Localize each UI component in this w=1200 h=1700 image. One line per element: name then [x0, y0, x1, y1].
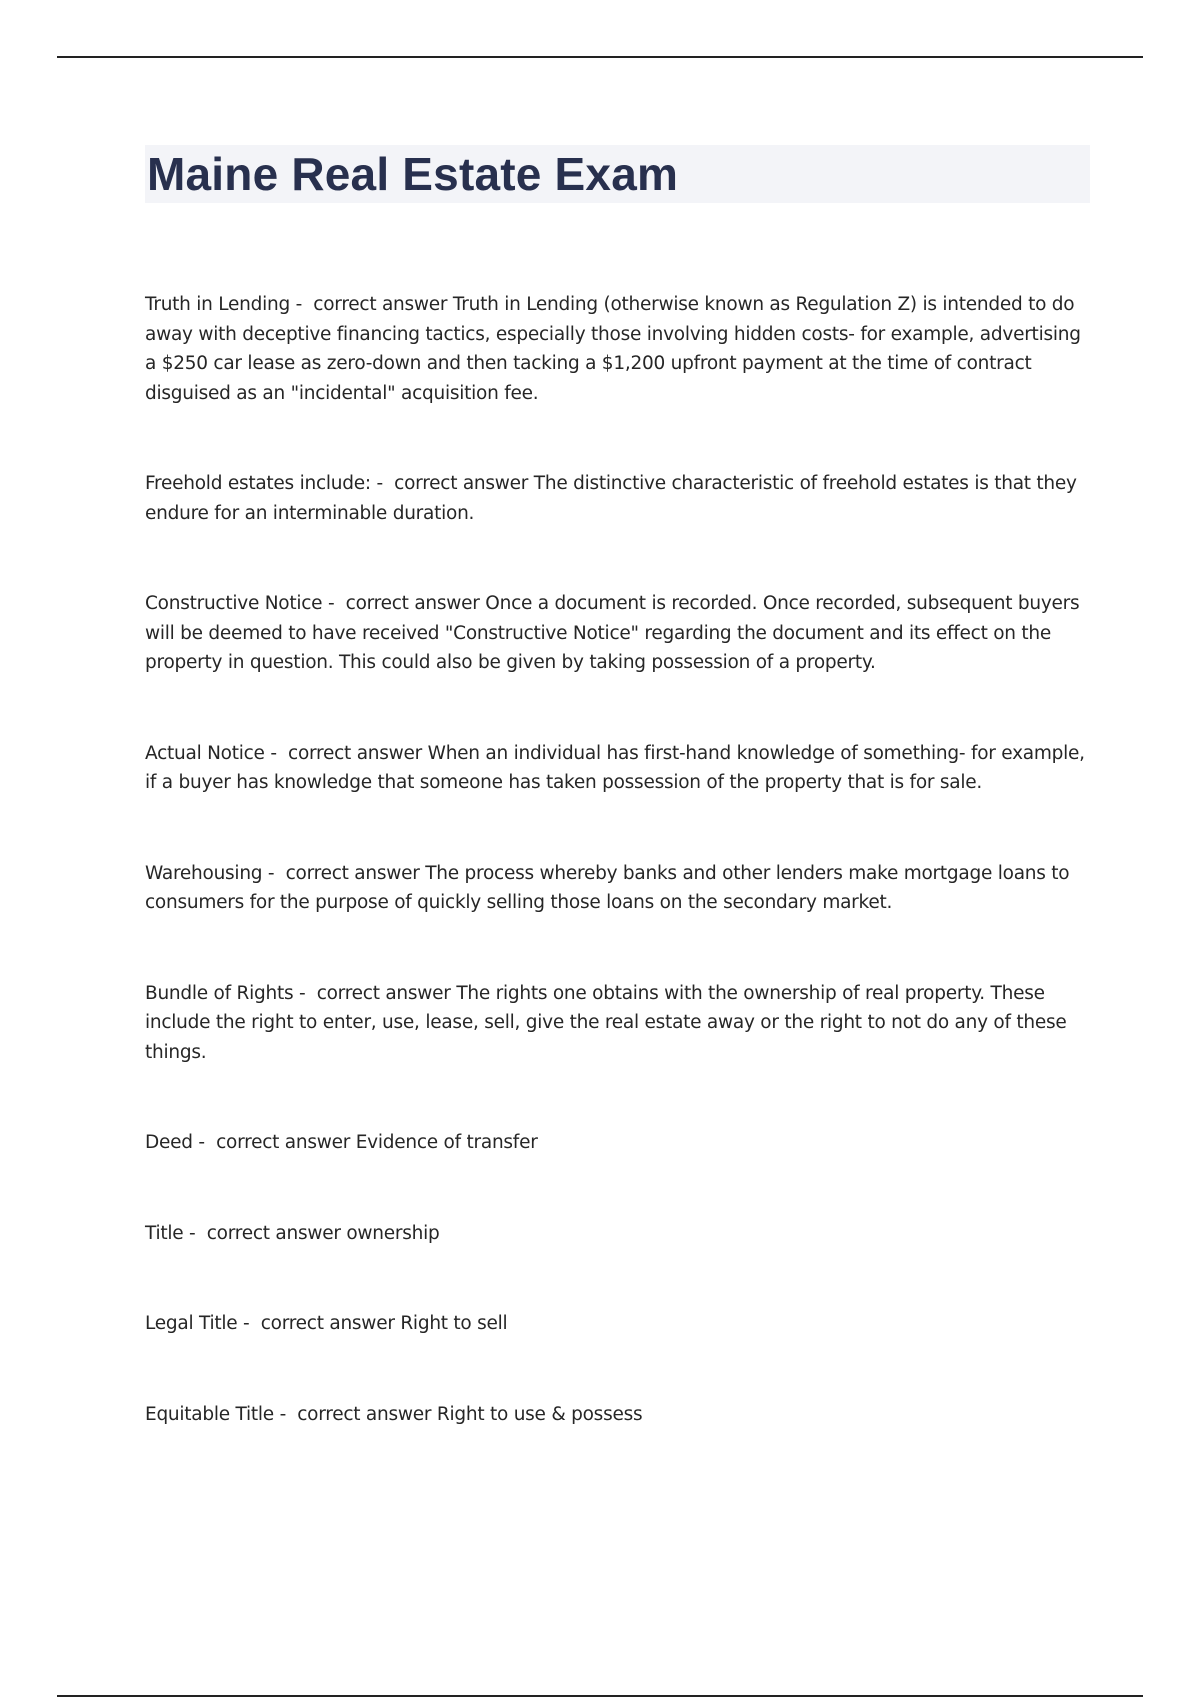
- qa-answer-prefix: correct answer: [216, 1132, 351, 1153]
- qa-answer-prefix: correct answer: [316, 982, 451, 1004]
- qa-term: Legal Title: [145, 1313, 238, 1334]
- qa-answer-prefix: correct answer: [285, 862, 420, 884]
- qa-term: Truth in Lending: [145, 294, 290, 315]
- qa-answer: Once a document is recorded. Once recorded, subsequent buyers will be deemed to have received "Constructive Notice" regarding the document and its effect on the property in question. This could also be given by taking possession of a property.: [145, 593, 1080, 673]
- qa-term: Title: [145, 1222, 184, 1244]
- qa-item: [145, 739, 1090, 798]
- qa-answer: Evidence of transfer: [355, 1132, 538, 1153]
- qa-answer-prefix: correct answer: [288, 742, 423, 764]
- qa-item: [145, 1219, 1090, 1249]
- qa-answer: ownership: [346, 1222, 440, 1244]
- qa-item: [145, 589, 1090, 678]
- qa-answer: The distinctive characteristic of freehold estates is that they endure for an interminable duration.: [145, 473, 1077, 524]
- qa-item: [145, 1400, 1090, 1430]
- qa-answer-prefix: correct answer: [345, 593, 480, 614]
- qa-answer: Right to sell: [400, 1313, 508, 1334]
- qa-separator: -: [293, 982, 317, 1004]
- qa-answer-prefix: correct answer: [394, 473, 529, 494]
- qa-separator: -: [289, 294, 314, 315]
- qa-answer: Truth in Lending (otherwise known as Regulation Z) is intended to do away with deceptive financing tactics, especially those involving hidden costs- for example, advertising a $250 car lease as zero-down and then tacking a $1,200 upfront payment at the time of contract disguised as an "incidental" acquisition fee.: [145, 294, 1081, 404]
- qa-term: Constructive Notice: [145, 593, 323, 614]
- qa-separator: -: [264, 742, 289, 764]
- qa-term: Warehousing: [145, 862, 263, 884]
- qa-answer: The rights one obtains with the ownership of real property. These include the right to enter, use, lease, sell, give the real estate away or the right to not do any of these things.: [145, 982, 1067, 1063]
- qa-item: [145, 1128, 1090, 1158]
- qa-separator: -: [237, 1313, 261, 1334]
- qa-term: Actual Notice: [145, 742, 265, 764]
- header-rule: [57, 56, 1143, 58]
- qa-answer-prefix: correct answer: [313, 294, 448, 315]
- qa-separator: -: [370, 473, 395, 494]
- qa-separator: -: [322, 593, 346, 614]
- qa-answer: Right to use & possess: [436, 1403, 643, 1425]
- qa-answer-prefix: correct answer: [206, 1222, 341, 1244]
- qa-separator: -: [273, 1403, 298, 1425]
- qa-answer-prefix: correct answer: [260, 1313, 395, 1334]
- qa-separator: -: [192, 1132, 217, 1153]
- qa-item: [145, 469, 1090, 528]
- qa-separator: -: [183, 1222, 207, 1244]
- qa-item: [145, 979, 1090, 1068]
- qa-separator: -: [262, 862, 286, 884]
- title-band: [145, 145, 1090, 203]
- footer-rule: [57, 1695, 1143, 1697]
- qa-item: [145, 290, 1090, 408]
- qa-term: Equitable Title: [145, 1403, 274, 1425]
- qa-item: [145, 1309, 1090, 1339]
- qa-term: Freehold estates include:: [145, 473, 371, 494]
- qa-term: Deed: [145, 1132, 193, 1153]
- qa-list: [145, 290, 1090, 1490]
- qa-answer-prefix: correct answer: [297, 1403, 432, 1425]
- qa-term: Bundle of Rights: [145, 982, 294, 1004]
- qa-answer: The process whereby banks and other lenders make mortgage loans to consumers for the purpose of quickly selling those loans on the secondary market.: [145, 862, 1070, 913]
- qa-item: [145, 859, 1090, 918]
- qa-answer: When an individual has first-hand knowledge of something- for example, if a buyer has knowledge that someone has taken possession of the property that is for sale.: [145, 742, 1085, 793]
- page-title: Maine Real Estate Exam: [147, 148, 679, 200]
